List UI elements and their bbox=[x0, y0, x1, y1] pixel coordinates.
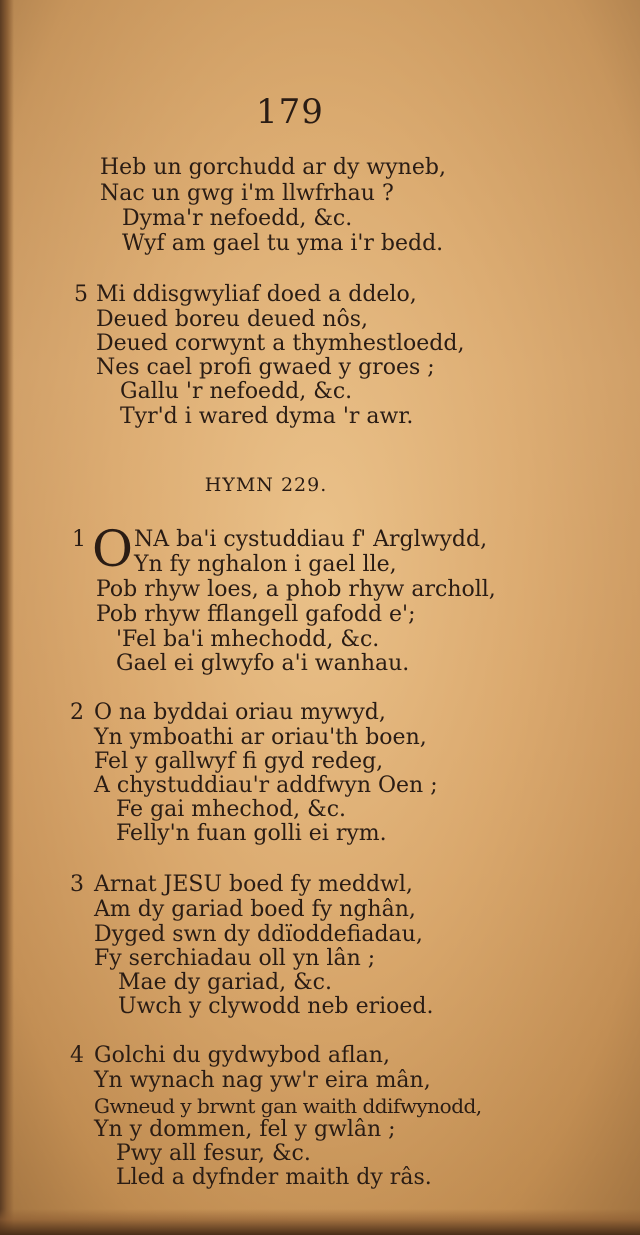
stanza-refrain: Mae dy gariad, &c. bbox=[118, 970, 332, 995]
stanza-line: Pob rhyw loes, a phob rhyw archoll, bbox=[96, 577, 496, 602]
stanza-refrain: Fe gai mhechod, &c. bbox=[116, 797, 347, 822]
page-bottom-edge bbox=[0, 1209, 640, 1235]
stanza-line: Deued corwynt a thymhestloedd, bbox=[96, 331, 465, 356]
stanza-line: Pob rhyw fflangell gafodd e'; bbox=[96, 602, 416, 627]
stanza-line: Uwch y clywodd neb erioed. bbox=[118, 994, 434, 1019]
stanza-line: Heb un gorchudd ar dy wyneb, bbox=[100, 155, 446, 180]
stanza-line: Nes cael profi gwaed y groes ; bbox=[96, 355, 435, 380]
stanza-refrain: 'Fel ba'i mhechodd, &c. bbox=[116, 627, 380, 652]
stanza-line: Yn fy nghalon i gael lle, bbox=[134, 552, 397, 577]
page-number: 179 bbox=[256, 92, 324, 132]
verse-number: 4 bbox=[70, 1043, 84, 1068]
stanza-line: O na byddai oriau mywyd, bbox=[94, 700, 386, 725]
stanza-line: Dyged swn dy ddïoddefiadau, bbox=[94, 922, 423, 947]
stanza-line: Deued boreu deued nôs, bbox=[96, 307, 369, 332]
stanza-line: Gwneud y brwnt gan waith ddifwynodd, bbox=[94, 1094, 482, 1118]
drop-cap: O bbox=[92, 520, 133, 578]
stanza-line: Tyr'd i wared dyma 'r awr. bbox=[120, 404, 414, 429]
stanza-line: Gael ei glwyfo a'i wanhau. bbox=[116, 651, 410, 676]
hymn-title: HYMN 229. bbox=[204, 474, 328, 496]
stanza-line: Felly'n fuan golli ei rym. bbox=[116, 821, 387, 846]
stanza-refrain: Gallu 'r nefoedd, &c. bbox=[120, 379, 353, 404]
verse-number: 3 bbox=[70, 872, 84, 897]
stanza-line: Yn y dommen, fel y gwlân ; bbox=[94, 1117, 396, 1142]
stanza-refrain: Pwy all fesur, &c. bbox=[116, 1141, 311, 1166]
verse-number: 5 bbox=[74, 282, 88, 307]
stanza-line: Wyf am gael tu yma i'r bedd. bbox=[122, 231, 444, 256]
stanza-line: Arnat JESU boed fy meddwl, bbox=[94, 872, 413, 897]
stanza-line: Am dy gariad boed fy nghân, bbox=[94, 897, 416, 922]
stanza-line: A chystuddiau'r addfwyn Oen ; bbox=[94, 773, 438, 798]
verse-number: 1 bbox=[72, 527, 86, 552]
stanza-line: Yn wynach nag yw'r eira mân, bbox=[94, 1068, 431, 1093]
stanza-line: Lled a dyfnder maith dy râs. bbox=[116, 1165, 432, 1190]
stanza-line: Golchi du gydwybod aflan, bbox=[94, 1043, 390, 1068]
stanza-line: Fel y gallwyf fi gyd redeg, bbox=[94, 749, 384, 774]
page-binding-edge bbox=[0, 0, 14, 1235]
stanza-line: Yn ymboathi ar oriau'th boen, bbox=[94, 725, 427, 750]
stanza-line: Nac un gwg i'm llwfrhau ? bbox=[100, 181, 394, 206]
verse-number: 2 bbox=[70, 700, 84, 725]
stanza-line: Mi ddisgwyliaf doed a ddelo, bbox=[96, 282, 417, 307]
stanza-refrain: Dyma'r nefoedd, &c. bbox=[122, 206, 353, 231]
stanza-line: NA ba'i cystuddiau f' Arglwydd, bbox=[134, 527, 488, 552]
stanza-line: Fy serchiadau oll yn lân ; bbox=[94, 946, 376, 971]
